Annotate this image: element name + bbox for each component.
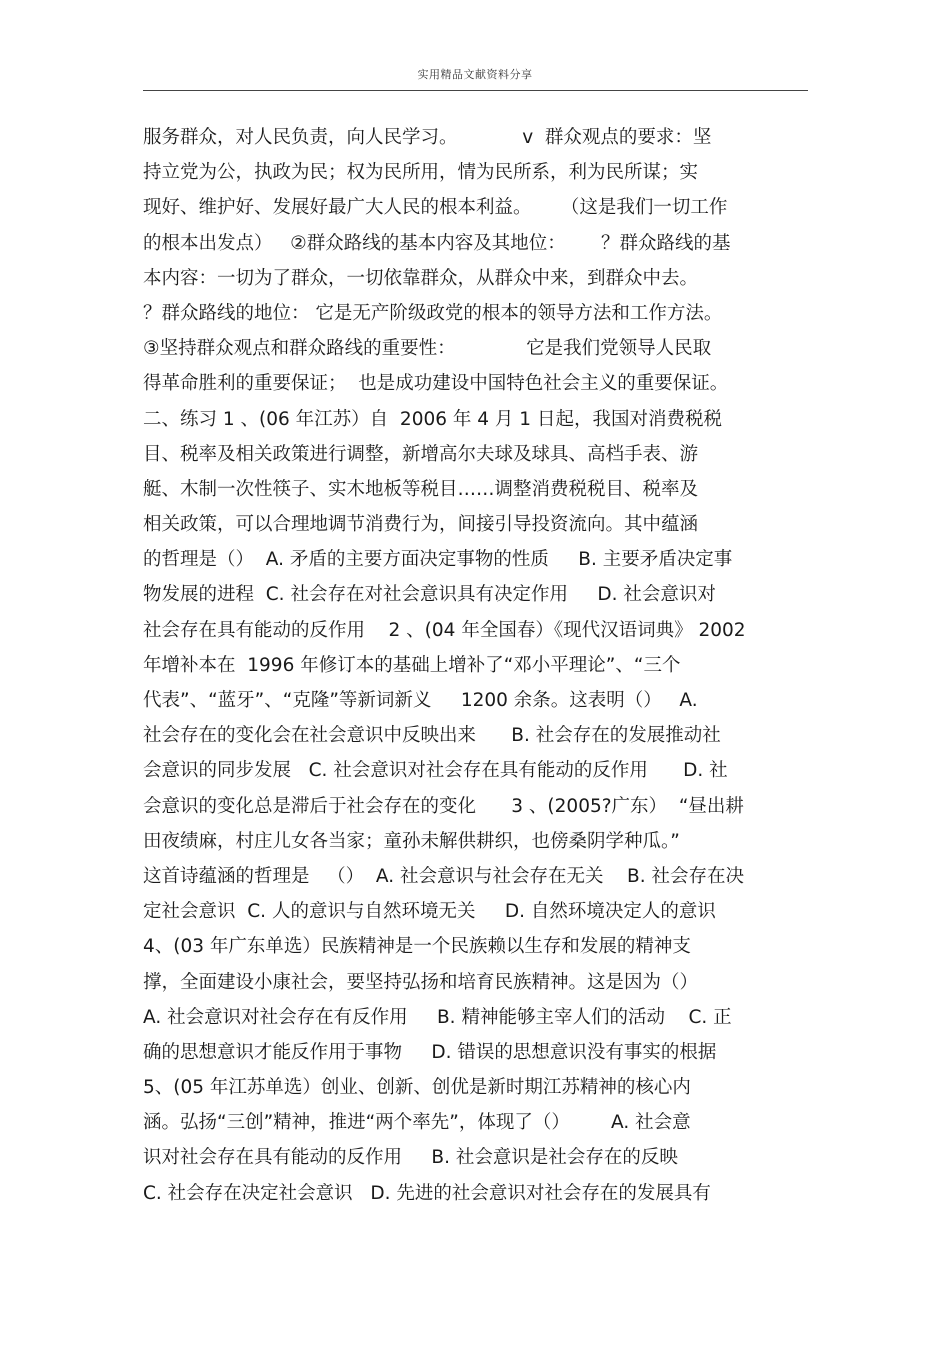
text-line: 会意识的变化总是滞后于社会存在的变化 3 、(2005?广东） “昼出耕: [143, 795, 744, 817]
text-line: 确的思想意识才能反作用于事物 D. 错误的思想意识没有事实的根据: [143, 1041, 717, 1063]
text-line: 4、(03 年广东单选）民族精神是一个民族赖以生存和发展的精神支: [143, 936, 691, 958]
text-line: 定社会意识 C. 人的意识与自然环境无关 D. 自然环境决定人的意识: [143, 901, 716, 923]
text-line: 物发展的进程 C. 社会存在对社会意识具有决定作用 D. 社会意识对: [143, 584, 716, 606]
text-line: 代表”、“蓝牙”、“克隆”等新词新义 1200 余条。这表明（） A.: [143, 690, 698, 711]
text-line: 涵。弘扬“三创”精神，推进“两个率先”，体现了（） A. 社会意: [143, 1112, 691, 1134]
text-line: 会意识的同步发展 C. 社会意识对社会存在具有能动的反作用 D. 社: [143, 760, 728, 782]
text-line: 艇、木制一次性筷子、实木地板等税目……调整消费税税目、税率及: [143, 478, 699, 500]
header-divider: [143, 90, 808, 91]
text-line: 撑，全面建设小康社会，要坚持弘扬和培育民族精神。这是因为（）: [143, 971, 699, 993]
text-line: ？群众路线的地位： 它是无产阶级政党的根本的领导方法和工作方法。: [143, 302, 723, 324]
text-line: C. 社会存在决定社会意识 D. 先进的社会意识对社会存在的发展具有: [143, 1182, 711, 1204]
text-line: 服务群众，对人民负责，向人民学习。 v 群众观点的要求：坚: [143, 127, 712, 148]
text-line: 现好、维护好、发展好最广大人民的根本利益。 （这是我们一切工作: [143, 197, 728, 219]
text-line: 目、税率及相关政策进行调整，新增高尔夫球及球具、高档手表、游: [143, 443, 699, 465]
text-line: ③坚持群众观点和群众路线的重要性： 它是我们党领导人民取: [143, 338, 712, 360]
page-header: 实用精品文献资料分享: [417, 68, 533, 81]
text-line: 的哲理是（） A. 矛盾的主要方面决定事物的性质 B. 主要矛盾决定事: [143, 549, 733, 571]
text-line: 年增补本在 1996 年修订本的基础上增补了“邓小平理论”、“三个: [143, 654, 681, 676]
document-body: [143, 120, 813, 1211]
text-line: 社会存在的变化会在社会意识中反映出来 B. 社会存在的发展推动社: [143, 725, 721, 747]
text-line: 持立党为公，执政为民；权为民所用，情为民所系，利为民所谋；实: [143, 162, 699, 184]
text-line: 本内容：一切为了群众，一切依靠群众，从群众中来，到群众中去。: [143, 267, 699, 289]
text-line: 田夜绩麻，村庄儿女各当家；童孙未解供耕织，也傍桑阴学种瓜。”: [143, 830, 680, 852]
text-line: 这首诗蕴涵的哲理是 （） A. 社会意识与社会存在无关 B. 社会存在决: [143, 865, 744, 887]
text-line: 社会存在具有能动的反作用 2 、(04 年全国春）《现代汉语词典》 2002: [143, 619, 746, 641]
text-line: 识对社会存在具有能动的反作用 B. 社会意识是社会存在的反映: [143, 1147, 678, 1169]
text-line: A. 社会意识对社会存在有反作用 B. 精神能够主宰人们的活动 C. 正: [143, 1006, 732, 1028]
text-line: 5、(05 年江苏单选）创业、创新、创优是新时期江苏精神的核心内: [143, 1077, 691, 1099]
text-line: 得革命胜利的重要保证； 也是成功建设中国特色社会主义的重要保证。: [143, 373, 729, 395]
text-line: 的根本出发点） ②群众路线的基本内容及其地位： ？群众路线的基: [143, 232, 731, 254]
text-line: 相关政策，可以合理地调节消费行为，间接引导投资流向。其中蕴涵: [143, 514, 699, 536]
text-line: 二、练习 1 、(06 年江苏）自 2006 年 4 月 1 日起，我国对消费税税: [143, 408, 722, 430]
